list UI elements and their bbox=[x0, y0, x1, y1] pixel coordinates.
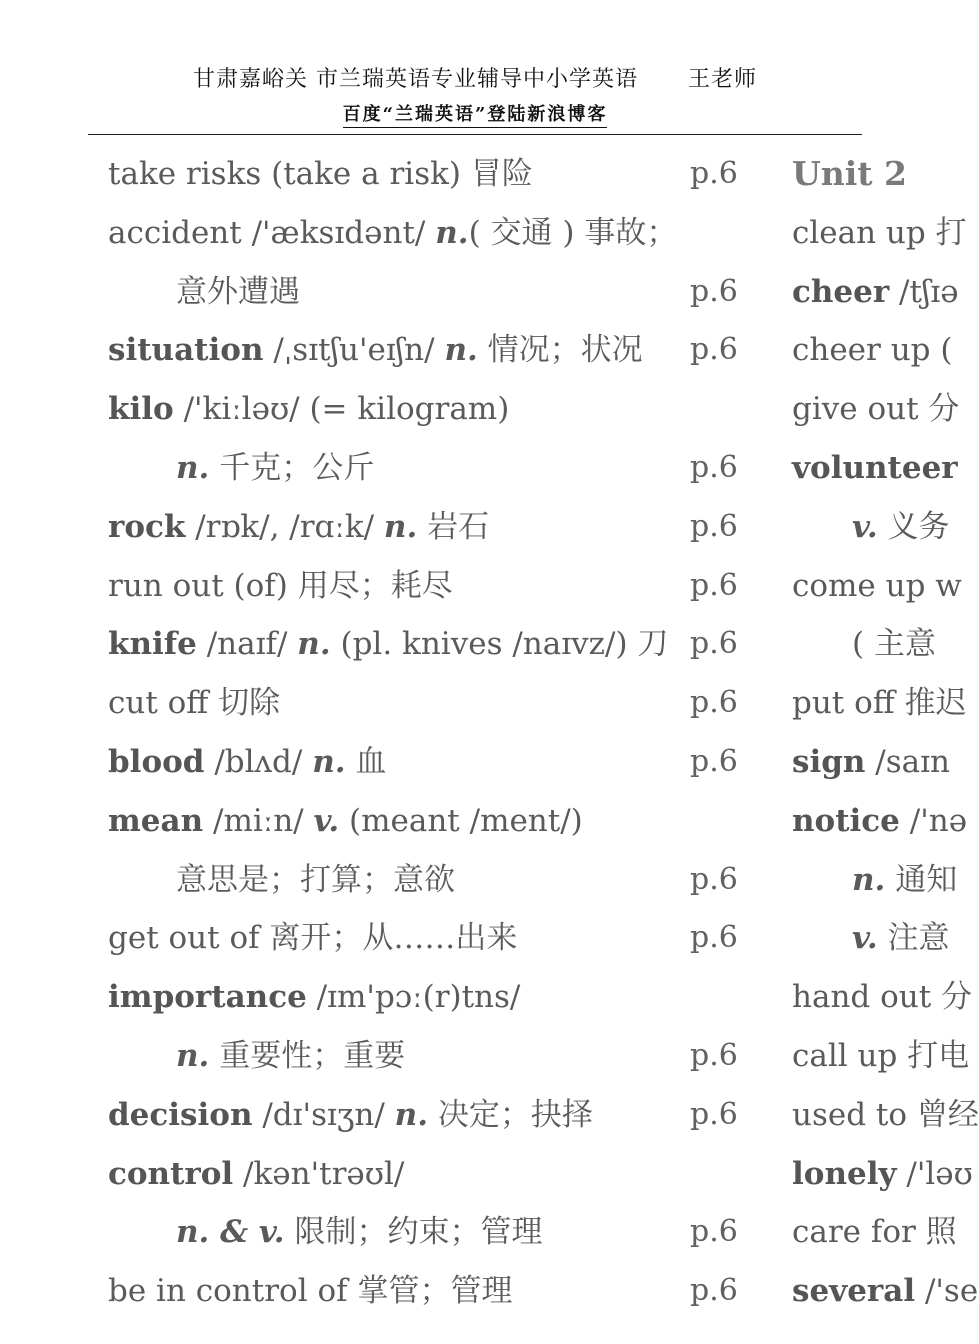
entry-text bbox=[176, 263, 300, 322]
vocab-entry bbox=[108, 1027, 788, 1086]
entry-text bbox=[792, 380, 959, 439]
entry-text bbox=[108, 380, 509, 439]
entry-body: /kən'trəʊl/ bbox=[233, 1155, 405, 1192]
entry-body: /saɪn bbox=[865, 743, 951, 780]
page-ref: p.6 bbox=[690, 1037, 738, 1073]
entry-text bbox=[792, 674, 967, 733]
headword: cheer bbox=[792, 273, 890, 310]
part-of-speech: n. bbox=[383, 508, 418, 545]
page-ref: p.6 bbox=[690, 1214, 738, 1250]
part-of-speech: v. bbox=[852, 920, 878, 957]
header-line-1 bbox=[0, 62, 950, 93]
vocab-entry bbox=[108, 263, 788, 322]
headword: blood bbox=[108, 743, 205, 780]
vocab-entry bbox=[792, 1145, 973, 1204]
vocab-entry bbox=[792, 1027, 970, 1086]
vocab-entry bbox=[792, 263, 959, 322]
page-ref: p.6 bbox=[690, 1096, 738, 1132]
entry-body: /'se bbox=[915, 1273, 979, 1310]
vocab-entry bbox=[792, 380, 960, 439]
vocab-entry bbox=[792, 733, 950, 792]
vocab-entry bbox=[108, 1203, 788, 1262]
entry-body: 意外遭遇 bbox=[176, 273, 300, 310]
vocab-entry bbox=[108, 909, 788, 968]
definition: 千克；公斤 bbox=[209, 449, 375, 486]
entry-body: get out of 离开；从……出来 bbox=[108, 920, 518, 957]
entry-text bbox=[108, 615, 668, 674]
vocab-entry bbox=[792, 498, 950, 557]
definition: 岩石 bbox=[417, 508, 490, 545]
entry-body: /ˌsɪtʃu'eɪʃn/ bbox=[263, 332, 445, 369]
vocab-entry bbox=[108, 792, 788, 851]
entry-body: cheer up ( bbox=[792, 332, 953, 369]
part-of-speech: v. bbox=[313, 802, 340, 839]
entry-body: come up w bbox=[792, 567, 962, 604]
vocab-entry bbox=[792, 557, 962, 616]
part-of-speech: n. bbox=[312, 743, 346, 780]
vocab-entry bbox=[792, 615, 950, 674]
entry-body: put off 推迟 bbox=[792, 685, 967, 722]
part-of-speech: n. bbox=[176, 1037, 210, 1074]
vocab-entry bbox=[792, 204, 967, 263]
definition: ( 交通 ) 事故； bbox=[468, 214, 678, 251]
headword: situation bbox=[108, 332, 264, 369]
vocab-entry bbox=[108, 1145, 788, 1204]
vocab-entry bbox=[792, 851, 958, 910]
vocab-column-left bbox=[108, 145, 788, 1321]
vocab-entry bbox=[108, 380, 788, 439]
entry-text bbox=[108, 321, 643, 380]
vocab-entry bbox=[108, 1262, 788, 1321]
entry-text bbox=[108, 1262, 512, 1321]
vocab-entry bbox=[792, 792, 968, 851]
entry-text bbox=[108, 145, 533, 204]
entry-text bbox=[852, 498, 950, 557]
definition: 情况；状况 bbox=[477, 332, 643, 369]
vocab-entry bbox=[108, 851, 788, 910]
definition: 限制；约束；管理 bbox=[284, 1214, 543, 1251]
entry-text bbox=[176, 1027, 405, 1086]
entry-body: /ɪm'pɔː(r)tns/ bbox=[306, 979, 521, 1016]
part-of-speech: n. bbox=[176, 449, 210, 486]
entry-text bbox=[108, 909, 517, 968]
entry-body: run out (of) 用尽；耗尽 bbox=[108, 567, 453, 604]
vocab-entry bbox=[792, 439, 958, 498]
headword: decision bbox=[108, 1096, 253, 1133]
vocab-entry bbox=[108, 498, 788, 557]
entry-text bbox=[108, 204, 677, 263]
entry-text bbox=[792, 1086, 979, 1145]
headword: knife bbox=[108, 626, 197, 663]
entry-body: ( 主意 bbox=[852, 626, 936, 663]
part-of-speech: n. bbox=[444, 332, 478, 369]
vocab-entry bbox=[792, 968, 973, 1027]
vocab-entry bbox=[792, 1086, 979, 1145]
part-of-speech: n. bbox=[852, 861, 886, 898]
entry-text bbox=[792, 1145, 973, 1204]
part-of-speech: n. & v. bbox=[176, 1214, 285, 1251]
page-ref: p.6 bbox=[690, 920, 738, 956]
definition: 血 bbox=[345, 743, 387, 780]
vocab-entry bbox=[108, 1086, 788, 1145]
header-line-2 bbox=[0, 100, 950, 126]
vocab-entry bbox=[108, 615, 788, 674]
entry-text bbox=[108, 1145, 404, 1204]
entry-body: accident /'æksɪdənt/ bbox=[108, 214, 436, 251]
definition: 通知 bbox=[885, 861, 958, 898]
entry-body: 意思是；打算；意欲 bbox=[176, 861, 455, 898]
vocab-entry bbox=[792, 321, 953, 380]
page-ref: p.6 bbox=[690, 508, 738, 544]
entry-text bbox=[176, 1203, 542, 1262]
vocab-entry bbox=[792, 1262, 979, 1321]
entry-text bbox=[108, 498, 489, 557]
headword: control bbox=[108, 1155, 234, 1192]
entry-body: /tʃɪə bbox=[889, 273, 959, 310]
headword: kilo bbox=[108, 391, 174, 428]
entry-text bbox=[108, 674, 280, 733]
entry-text bbox=[792, 204, 967, 263]
page-ref: p.6 bbox=[690, 449, 738, 485]
vocab-entry bbox=[792, 145, 950, 204]
page-ref: p.6 bbox=[690, 861, 738, 897]
page-ref: p.6 bbox=[690, 156, 738, 191]
entry-body: clean up 打 bbox=[792, 214, 967, 251]
part-of-speech: n. bbox=[394, 1096, 429, 1133]
vocab-entry bbox=[792, 909, 950, 968]
definition: (pl. knives /naɪvz/) 刀 bbox=[330, 626, 669, 663]
vocab-entry bbox=[108, 733, 788, 792]
entry-body: /naɪf/ bbox=[196, 626, 298, 663]
part-of-speech: v. bbox=[852, 508, 878, 545]
entry-text bbox=[792, 439, 958, 498]
header-blog-note: 百度“兰瑞英语”登陆新浪博客 bbox=[343, 104, 608, 128]
entry-body: hand out 分 bbox=[792, 979, 973, 1016]
headword: lonely bbox=[792, 1155, 897, 1192]
entry-text bbox=[792, 733, 950, 792]
headword: importance bbox=[108, 979, 307, 1016]
entry-text bbox=[852, 909, 950, 968]
entry-body: used to 曾经 bbox=[792, 1096, 979, 1133]
header-school-title: 甘肃嘉峪关 市兰瑞英语专业辅导中小学英语 bbox=[192, 67, 638, 92]
entry-body: /rɒk/, /rɑːk/ bbox=[185, 508, 384, 545]
definition: 注意 bbox=[877, 920, 950, 957]
entry-text bbox=[108, 557, 453, 616]
entry-text bbox=[792, 1027, 969, 1086]
vocab-column-right bbox=[792, 145, 979, 1321]
entry-body: give out 分 bbox=[792, 391, 960, 428]
vocab-entry bbox=[108, 968, 788, 1027]
entry-text bbox=[792, 1203, 957, 1262]
headword: volunteer bbox=[792, 449, 958, 486]
entry-body: /dɪ'sɪʒn/ bbox=[252, 1096, 395, 1133]
entry-text bbox=[108, 733, 386, 792]
unit-heading: Unit 2 bbox=[792, 154, 908, 193]
headword: mean bbox=[108, 802, 204, 839]
entry-text bbox=[176, 439, 374, 498]
headword: sign bbox=[792, 743, 866, 780]
page-ref: p.6 bbox=[690, 685, 738, 721]
vocab-entry bbox=[792, 1203, 957, 1262]
vocab-entry bbox=[108, 439, 788, 498]
entry-text bbox=[792, 321, 952, 380]
entry-text bbox=[792, 1262, 978, 1321]
entry-text bbox=[108, 1086, 593, 1145]
entry-text bbox=[108, 968, 520, 1027]
entry-body: /miːn/ bbox=[203, 802, 314, 839]
entry-body: /'nə bbox=[899, 802, 968, 839]
page-ref: p.6 bbox=[690, 626, 738, 662]
header-teacher-name: 王老师 bbox=[687, 67, 757, 92]
vocab-entry bbox=[108, 204, 788, 263]
page-ref: p.6 bbox=[690, 567, 738, 603]
part-of-speech: n. bbox=[297, 626, 331, 663]
page-ref: p.6 bbox=[690, 1273, 738, 1309]
headword: notice bbox=[792, 802, 900, 839]
page-ref: p.6 bbox=[690, 332, 738, 368]
entry-body: cut off 切除 bbox=[108, 685, 281, 722]
entry-body: take risks (take a risk) 冒险 bbox=[108, 156, 533, 192]
headword: rock bbox=[108, 508, 186, 545]
entry-text bbox=[108, 792, 583, 851]
entry-text bbox=[792, 792, 967, 851]
vocab-entry bbox=[108, 674, 788, 733]
entry-text bbox=[792, 557, 962, 616]
entry-body: be in control of 掌管；管理 bbox=[108, 1273, 513, 1310]
definition: 重要性；重要 bbox=[209, 1037, 406, 1074]
entry-text bbox=[176, 851, 455, 910]
definition: 义务 bbox=[877, 508, 950, 545]
vocab-entry bbox=[792, 674, 967, 733]
entry-text bbox=[792, 145, 907, 205]
headword: several bbox=[792, 1273, 916, 1310]
vocab-entry bbox=[108, 557, 788, 616]
definition: (meant /ment/) bbox=[339, 802, 583, 839]
vocab-entry bbox=[108, 321, 788, 380]
part-of-speech: n. bbox=[435, 214, 469, 251]
entry-text bbox=[852, 615, 936, 674]
entry-body: /blʌd/ bbox=[204, 743, 313, 780]
page-ref: p.6 bbox=[690, 273, 738, 309]
page-ref: p.6 bbox=[690, 743, 738, 779]
entry-body: /'ləʊ bbox=[896, 1155, 973, 1192]
entry-body: care for 照 bbox=[792, 1214, 957, 1251]
entry-text bbox=[852, 851, 957, 910]
entry-text bbox=[792, 968, 972, 1027]
entry-body: /'kiːləʊ/ (= kilogram) bbox=[173, 391, 510, 428]
definition: 决定；抉择 bbox=[428, 1096, 593, 1133]
vocab-entry bbox=[108, 145, 788, 204]
header-divider bbox=[88, 134, 862, 135]
entry-text bbox=[792, 263, 959, 322]
entry-body: call up 打电 bbox=[792, 1037, 970, 1074]
